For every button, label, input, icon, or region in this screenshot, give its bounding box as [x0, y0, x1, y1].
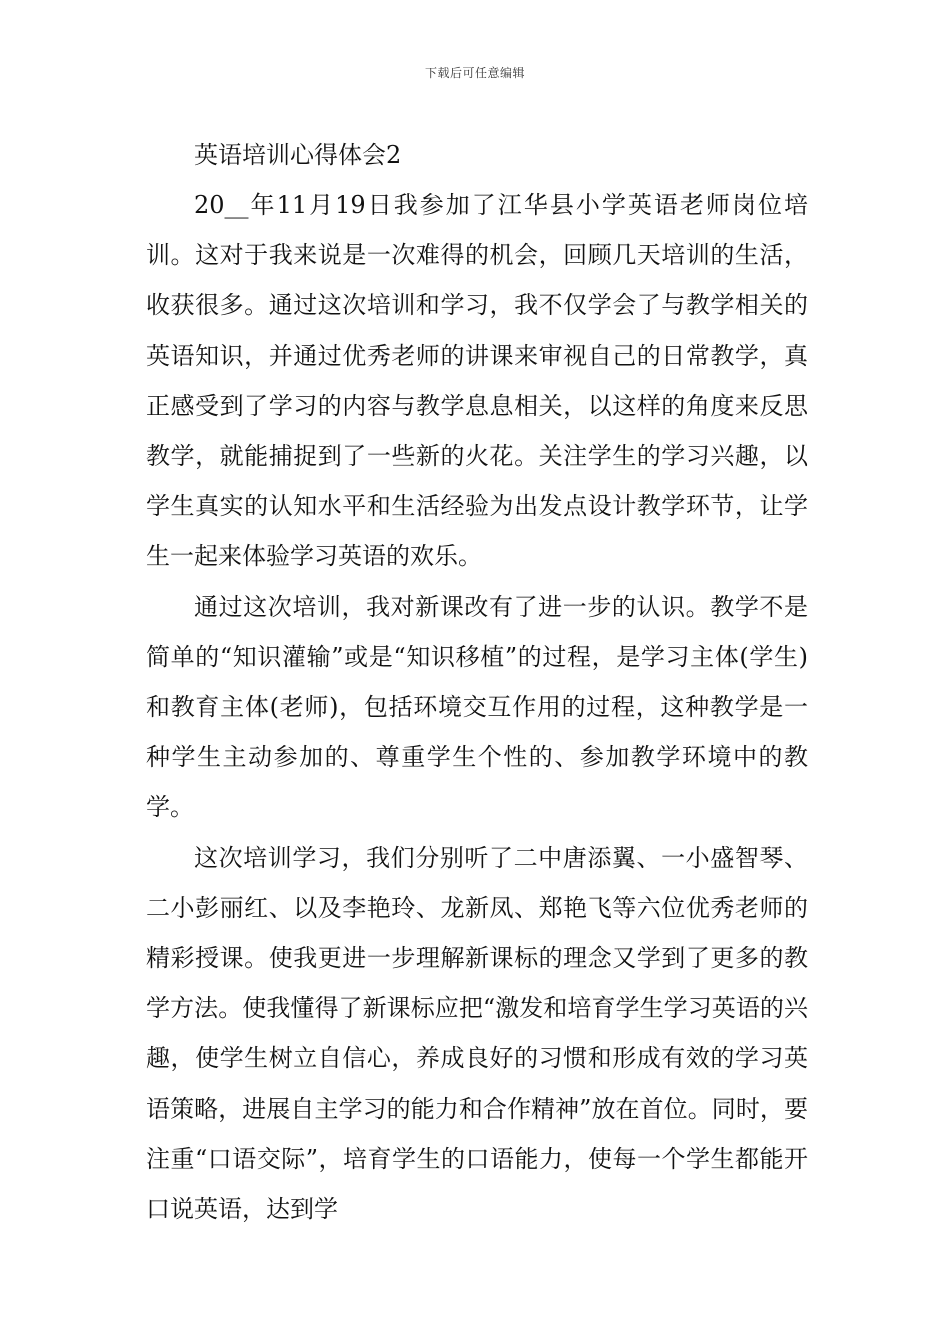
- paragraph-1: 20__年11月19日我参加了江华县小学英语老师岗位培训。这对于我来说是一次难得的机会，回顾几天培训的生活，收获很多。通过这次培训和学习，我不仅学会了与教学相关的英语知识，并通过优秀老师的讲课来审视自己的日常教学，真正感受到了学习的内容与教学息息相关，以这样的角度来反思教学，就能捕捉到了一些新的火花。关注学生的学习兴趣，以学生真实的认知水平和生活经验为出发点设计教学环节，让学生一起来体验学习英语的欢乐。: [146, 191, 808, 571]
- paragraph-2: 通过这次培训，我对新课改有了进一步的认识。教学不是简单的“知识灌输”或是“知识移植”的过程，是学习主体(学生)和教育主体(老师)，包括环境交互作用的过程，这种教学是一种学生主动参加的、尊重学生个性的、参加教学环境中的教学。: [146, 592, 808, 822]
- paragraph-3: 这次培训学习，我们分别听了二中唐添翼、一小盛智琴、二小彭丽红、以及李艳玲、龙新凤、郑艳飞等六位优秀老师的精彩授课。使我更进一步理解新课标的理念又学到了更多的教学方法。使我懂得了新课标应把“激发和培育学生学习英语的兴趣，使学生树立自信心，养成良好的习惯和形成有效的学习英语策略，进展自主学习的能力和合作精神”放在首位。同时，要注重“口语交际”，培育学生的口语能力，使每一个学生都能开口说英语，达到学: [146, 843, 808, 1224]
- page-header-note: 下载后可任意编辑: [424, 66, 525, 80]
- document-body: [146, 130, 808, 1234]
- document-title: 英语培训心得体会2: [194, 141, 402, 169]
